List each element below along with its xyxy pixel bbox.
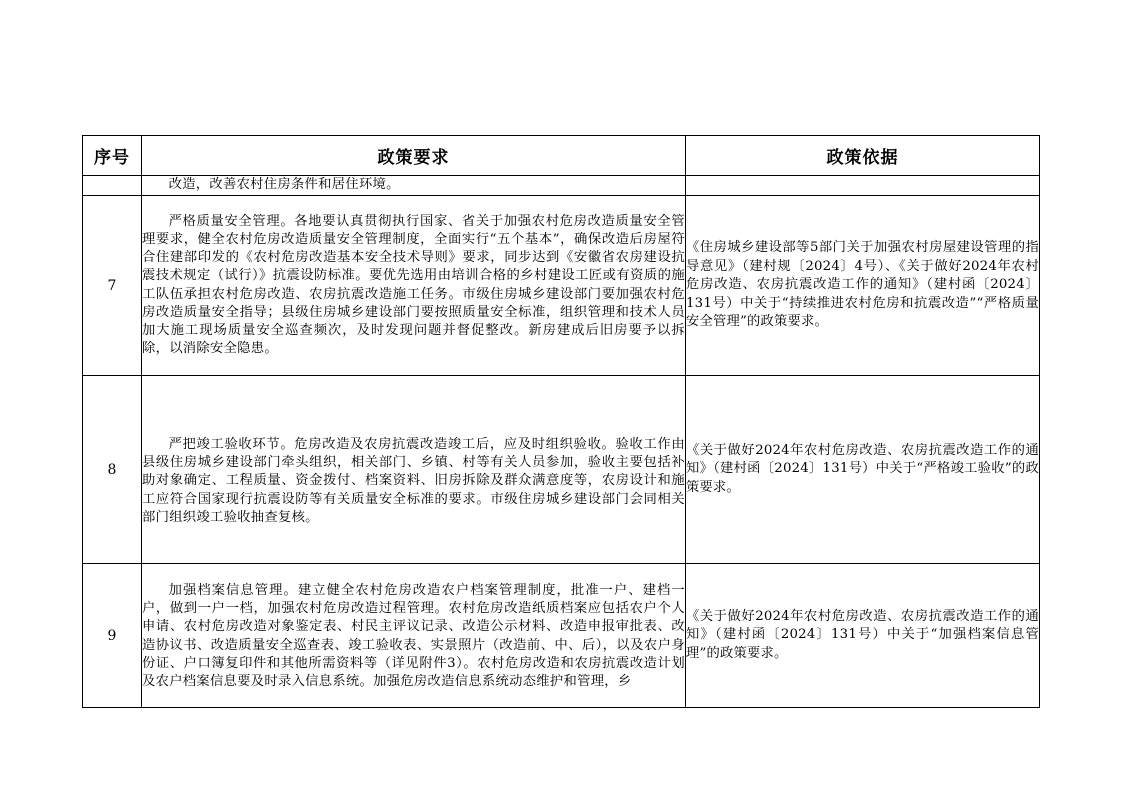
table-header-row bbox=[83, 136, 1040, 176]
cell-requirement-continuation bbox=[142, 176, 686, 196]
table-row bbox=[83, 564, 1040, 708]
requirement-text: 严把竣工验收环节。危房改造及农房抗震改造竣工后，应及时组织验收。验收工作由县级住房城乡建设部门牵头组织，相关部门、乡镇、村等有关人员参加，验收主要包括补助对象确定、工程质量、资金拨付、档案资料、旧房拆除及群众满意度等，农房设计和施工应符合国家现行抗震设防等有关质量安全标准的要求。市级住房城乡建设部门会同相关部门组织竣工验收抽查复核。 bbox=[142, 436, 685, 525]
cell-basis: 《住房城乡建设部等5部门关于加强农村房屋建设管理的指导意见》（建村规〔2024〕4号）、《关于做好2024年农村危房改造、农房抗震改造工作的通知》（建村函〔2024〕131号）中关于“持续推进农村危房和抗震改造”“严格质量安全管理”的政策要求。 bbox=[686, 196, 1040, 376]
table-row bbox=[83, 196, 1040, 376]
cell-requirement bbox=[142, 376, 686, 564]
cell-basis: 《关于做好2024年农村危房改造、农房抗震改造工作的通知》（建村函〔2024〕131号）中关于“严格竣工验收”的政策要求。 bbox=[686, 376, 1040, 564]
cell-basis-empty bbox=[686, 176, 1040, 196]
header-requirement: 政策要求 bbox=[142, 136, 686, 176]
policy-table bbox=[82, 135, 1040, 708]
cell-requirement bbox=[142, 564, 686, 708]
requirement-text: 改造，改善农村住房条件和居住环境。 bbox=[168, 177, 400, 193]
cell-no-empty bbox=[83, 176, 142, 196]
header-basis: 政策依据 bbox=[686, 136, 1040, 176]
table-row bbox=[83, 376, 1040, 564]
row-number: 8 bbox=[83, 376, 142, 564]
table-row-continuation bbox=[83, 176, 1040, 196]
header-no: 序号 bbox=[83, 136, 142, 176]
cell-requirement bbox=[142, 196, 686, 376]
cell-basis: 《关于做好2024年农村危房改造、农房抗震改造工作的通知》（建村函〔2024〕131号）中关于“加强档案信息管理”的政策要求。 bbox=[686, 564, 1040, 708]
requirement-text: 加强档案信息管理。建立健全农村危房改造农户档案管理制度，批准一户、建档一户，做到一户一档，加强农村危房改造过程管理。农村危房改造纸质档案应包括农户个人申请、农村危房改造对象鉴定表、村民主评议记录、改造公示材料、改造申报审批表、改造协议书、改造质量安全巡查表、竣工验收表、实景照片（改造前、中、后），以及农户身份证、户口簿复印件和其他所需资料等（详见附件3）。农村危房改造和农房抗震改造计划及农户档案信息要及时录入信息系统。加强危房改造信息系统动态维护和管理，乡 bbox=[142, 582, 685, 689]
requirement-text: 严格质量安全管理。各地要认真贯彻执行国家、省关于加强农村危房改造质量安全管理要求，健全农村危房改造质量安全管理制度，全面实行“五个基本”，确保改造后房屋符合住建部印发的《农村危房改造基本安全技术导则》要求，同步达到《安徽省农房建设抗震技术规定（试行）》抗震设防标准。要优先选用由培训合格的乡村建设工匠或有资质的施工队伍承担农村危房改造、农房抗震改造施工任务。市级住房城乡建设部门要加强农村危房改造质量安全指导；县级住房城乡建设部门要按照质量安全标准，组织管理和技术人员加大施工现场质量安全巡查频次，及时发现问题并督促整改。新房建成后旧房要予以拆除，以消除安全隐患。 bbox=[142, 213, 685, 357]
row-number: 9 bbox=[83, 564, 142, 708]
row-number: 7 bbox=[83, 196, 142, 376]
